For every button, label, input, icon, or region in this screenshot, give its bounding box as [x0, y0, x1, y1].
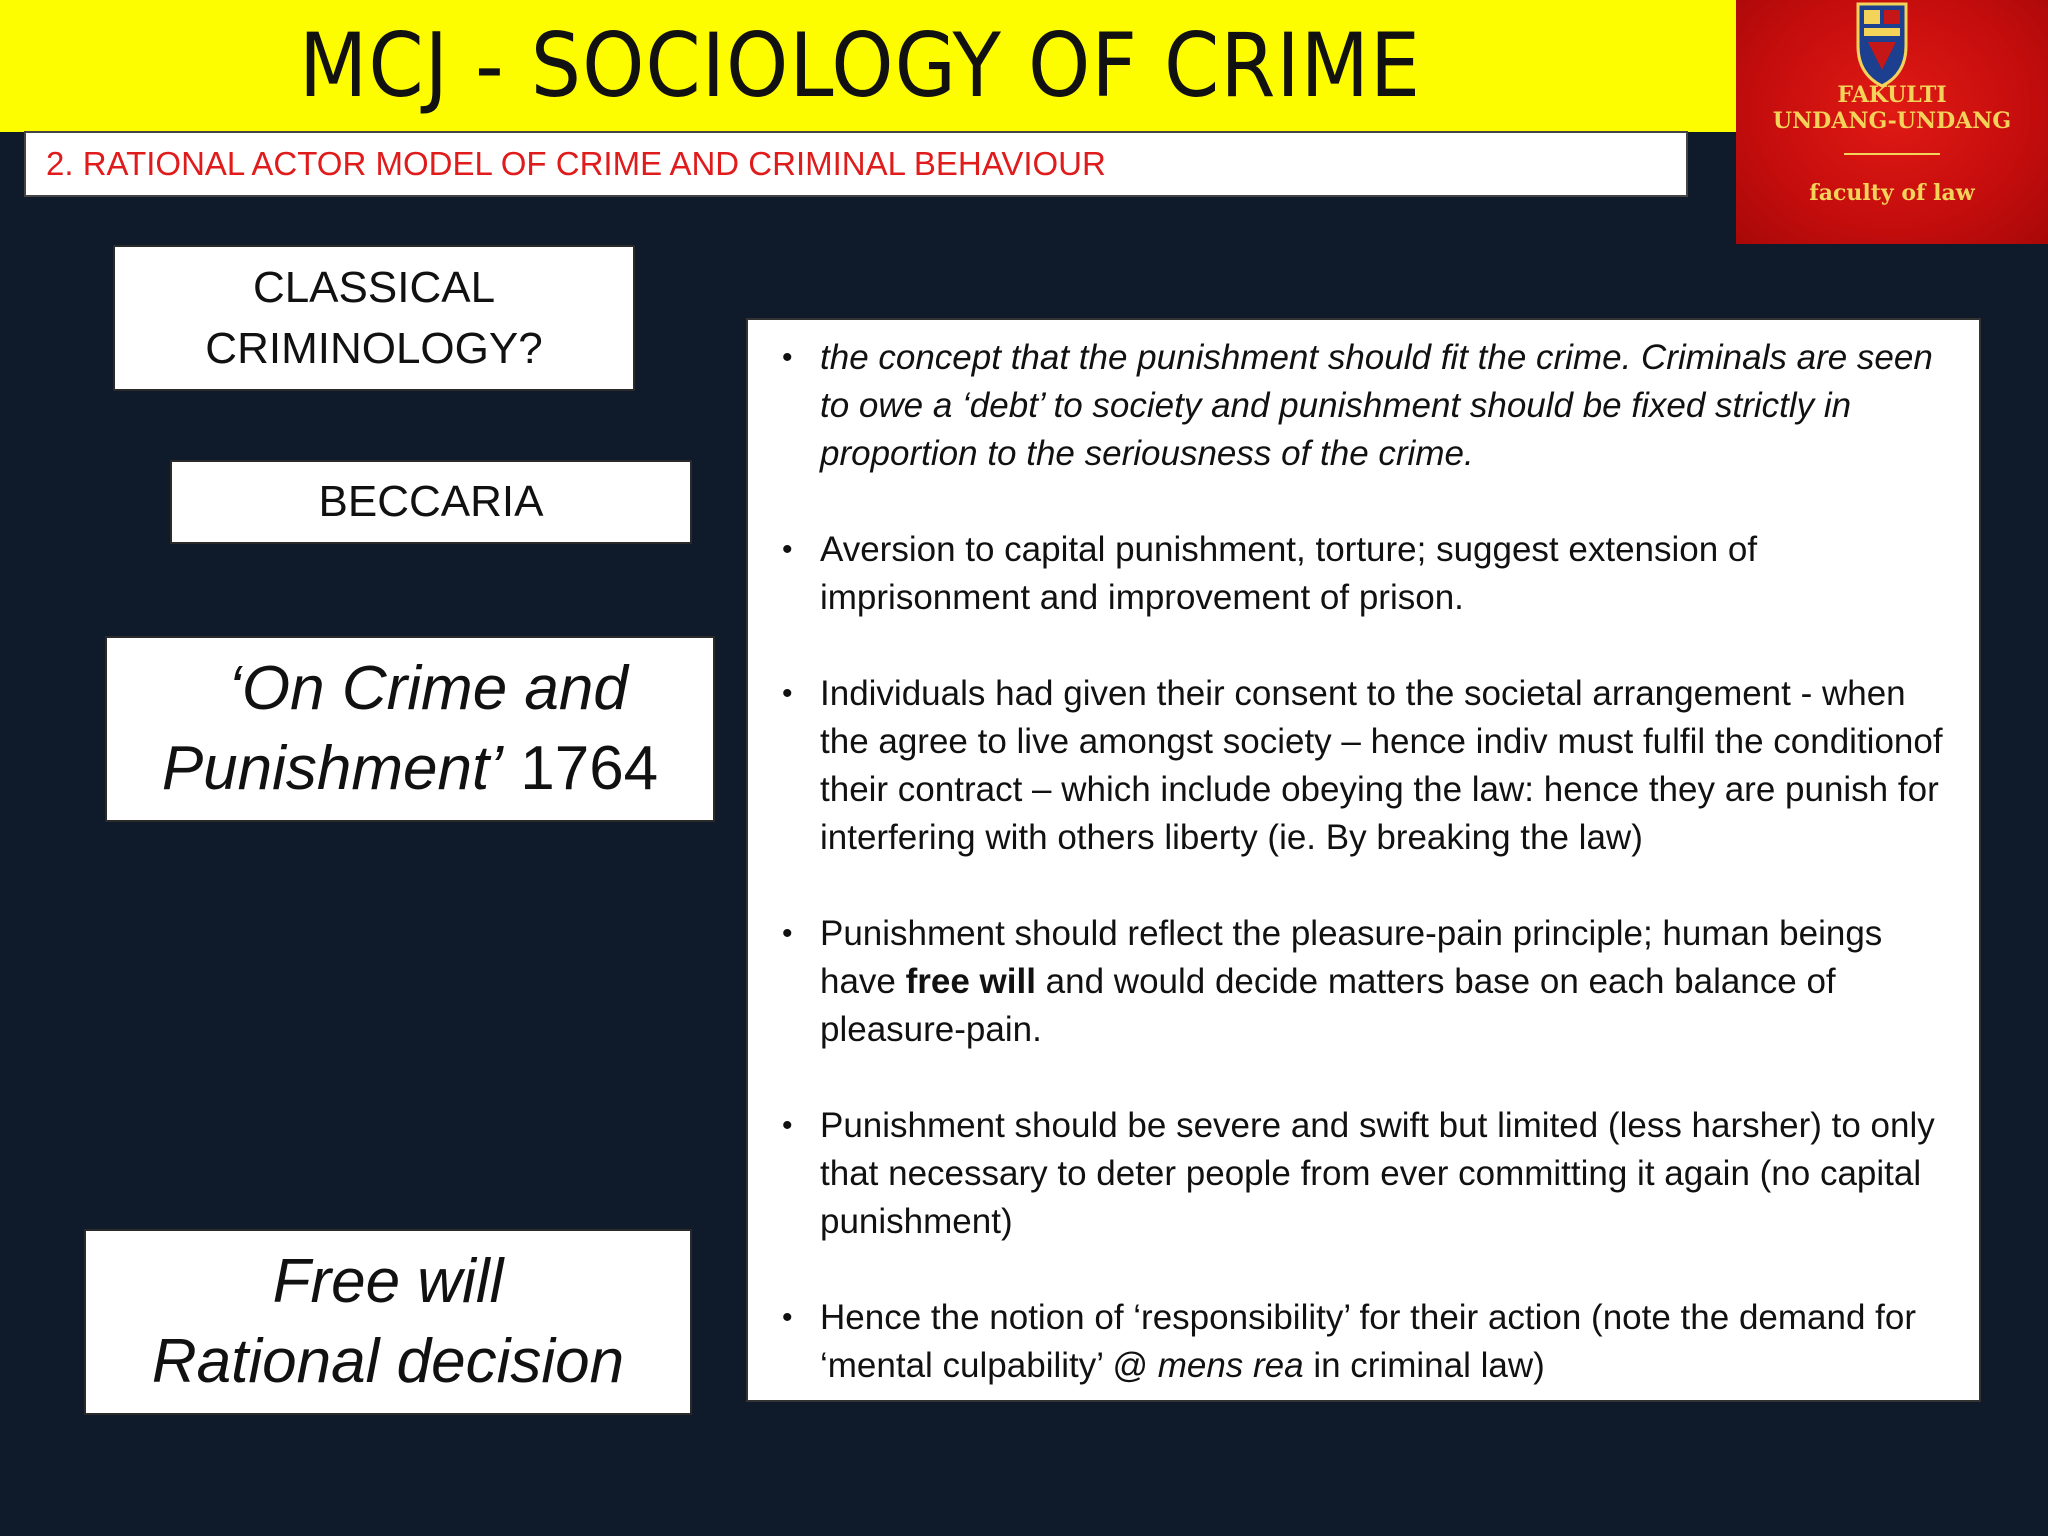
bullet-text-post: in criminal law) — [1303, 1346, 1545, 1385]
book-title-line2: Punishment’ — [161, 734, 504, 803]
bullet-text: Punishment should be severe and swift but limited (less harsher) to only that necessary to deter people from ever committing it again (no capital punishment) — [820, 1106, 1935, 1241]
bullet-icon: • — [782, 1301, 793, 1334]
beccaria-box — [170, 460, 692, 544]
bullet-text-pre: Punishment should reflect the pleasure-pain principle; human beings have — [820, 914, 1883, 1001]
bullet-text: Aversion to capital punishment, torture; suggest extension of imprisonment and improvement of prison. — [820, 530, 1758, 617]
bullet-text-post: and would decide matters base on each balance of pleasure-pain. — [820, 962, 1836, 1049]
book-title-line1: ‘On Crime and — [228, 654, 628, 723]
bullet-text: Individuals had given their consent to the societal arrangement - when the agree to live amongst society – hence indiv must fulfil the conditionof their contract – which include obeying the law: hence they are punish for interfering with others liberty (ie. By breaking the law) — [820, 674, 1943, 857]
book-title-box — [105, 636, 715, 822]
slide-title: MCJ - SOCIOLOGY OF CRIME — [299, 14, 1421, 117]
classical-criminology-box — [113, 245, 635, 391]
bullet-icon: • — [782, 917, 793, 950]
list-item — [762, 334, 1949, 478]
bullet-icon: • — [782, 1109, 793, 1142]
list-item — [762, 526, 1949, 622]
slide-subtitle: 2. RATIONAL ACTOR MODEL OF CRIME AND CRIMINAL BEHAVIOUR — [24, 131, 1688, 197]
list-item — [762, 670, 1949, 862]
book-year: 1764 — [503, 734, 659, 803]
bullet-list — [762, 334, 1949, 1390]
bullet-icon: • — [782, 677, 793, 710]
free-will-box — [84, 1229, 692, 1415]
beccaria-label: BECCARIA — [318, 477, 544, 526]
bullet-text-pre: Hence the notion of ‘responsibility’ for their action (note the demand for ‘mental culpability’ @ — [820, 1298, 1916, 1385]
logo-line-faculty-of-law: faculty of law — [1809, 180, 1975, 206]
bullet-text: the concept that the punishment should fit the crime. Criminals are seen to owe a ‘debt’ to society and punishment should be fixed strictly in proportion to the seriousness of the crime. — [820, 338, 1933, 473]
free-will-emphasis: free will — [905, 962, 1036, 1001]
mens-rea-emphasis: mens rea — [1157, 1346, 1304, 1385]
list-item — [762, 1102, 1949, 1246]
logo-divider — [1844, 153, 1940, 155]
faculty-logo — [1736, 0, 2048, 244]
classical-line: CLASSICAL — [252, 263, 496, 312]
list-item — [762, 910, 1949, 1054]
logo-line-fakulti: FAKULTI — [1837, 82, 1947, 108]
bullet-icon: • — [782, 341, 793, 374]
bullet-icon: • — [782, 533, 793, 566]
logo-line-undang: UNDANG-UNDANG — [1772, 108, 2012, 134]
free-will-text: Free will — [272, 1247, 504, 1316]
criminology-line: CRIMINOLOGY? — [205, 324, 543, 373]
bullet-panel — [746, 318, 1981, 1402]
rational-decision-text: Rational decision — [151, 1327, 625, 1396]
list-item — [762, 1294, 1949, 1390]
crest-icon — [1854, 0, 1910, 88]
